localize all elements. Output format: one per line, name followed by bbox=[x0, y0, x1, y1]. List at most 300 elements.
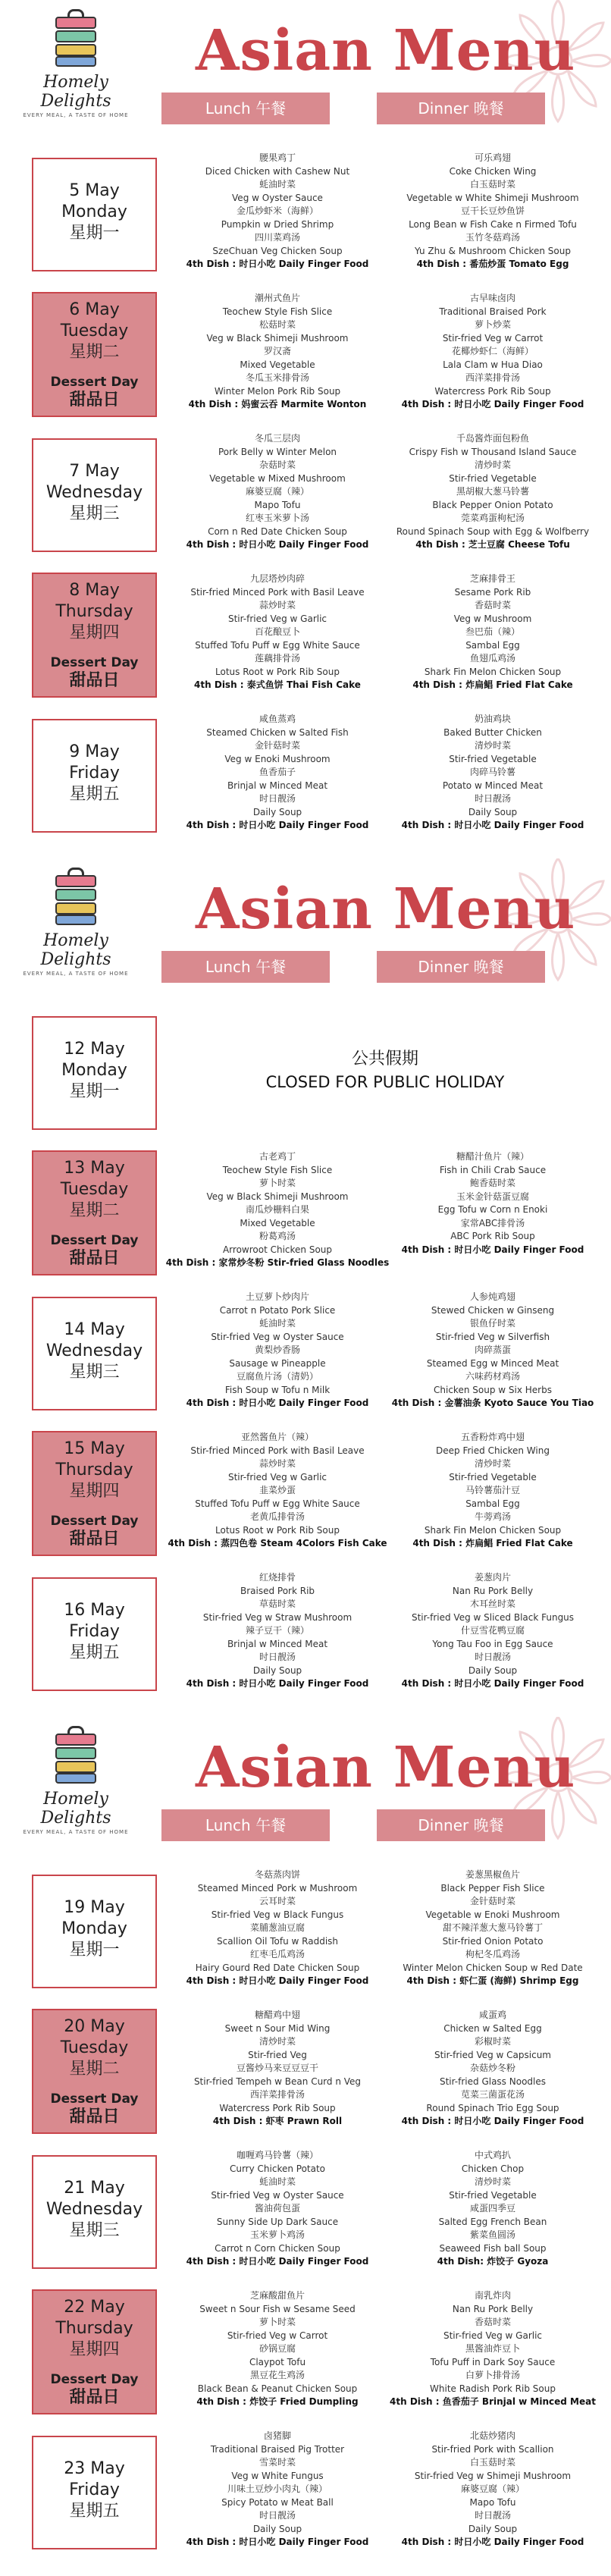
dinner-dish-line: Sambal Egg bbox=[465, 1498, 520, 1509]
lunch-menu bbox=[164, 432, 391, 552]
dinner-dish-line: Stir-fried Veg w Shimeji Mushroom bbox=[414, 2470, 572, 2481]
day-weekday-zh: 星期三 bbox=[69, 1363, 120, 1382]
lunch-dish-line: Stir-fried Minced Pork with Basil Leave bbox=[190, 1445, 365, 1456]
dinner-dish-line: 马铃薯茄汁豆 bbox=[465, 1485, 520, 1495]
day-date: 9 May bbox=[69, 742, 120, 761]
dinner-dish-line: 姜葱肉片 bbox=[474, 1572, 511, 1583]
lunch-dish-line: Diced Chicken with Cashew Nut bbox=[205, 165, 350, 177]
dinner-dish-line: Stir-fried Veg w Garlic bbox=[443, 2330, 543, 2341]
dinner-dish-line: Watercress Pork Rib Soup bbox=[434, 385, 551, 397]
dinner-dish-line: 时日靓汤 bbox=[474, 2510, 511, 2521]
dinner-dish-line: 中式鸡扒 bbox=[474, 2150, 511, 2160]
dinner-dish-line: Mapo Tofu bbox=[469, 2496, 516, 2508]
lunch-dish-line: 九层塔炒肉碎 bbox=[249, 573, 305, 584]
dinner-dish-line: Black Pepper Fish Slice bbox=[440, 1882, 545, 1894]
lunch-dish-line: 雪菜时菜 bbox=[258, 2457, 296, 2468]
dinner-dish-line: 金针菇时菜 bbox=[469, 1896, 515, 1906]
day-row bbox=[0, 1431, 611, 1571]
dinner-fourth-dish: 4th Dish : 虾仁蛋 (海鲜) Shrimp Egg bbox=[406, 1975, 579, 1986]
lunch-dish-line: Mixed Vegetable bbox=[240, 1217, 315, 1228]
lunch-dish-line: 韭菜炒蛋 bbox=[258, 1485, 296, 1495]
lunch-dish-line: Watercress Pork Rib Soup bbox=[219, 2102, 336, 2113]
dinner-dish-line: 西洋菜排骨汤 bbox=[465, 372, 520, 383]
lunch-dish-line: Carrot n Corn Chicken Soup bbox=[215, 2242, 340, 2254]
menu-header bbox=[0, 1717, 611, 1853]
dinner-dish-line: Potato w Minced Meat bbox=[442, 780, 544, 791]
week-section bbox=[0, 858, 611, 1717]
lunch-dish-line: SzeChuan Veg Chicken Soup bbox=[212, 245, 343, 256]
lunch-dish-line: 菜脯葱油豆腐 bbox=[249, 1922, 305, 1933]
lunch-dish-line: 咸鱼蒸鸡 bbox=[258, 714, 296, 724]
lunch-fourth-dish: 4th Dish : 时日小吃 Daily Finger Food bbox=[186, 259, 369, 269]
lunch-header: Lunch 午餐 bbox=[161, 951, 330, 983]
day-box bbox=[32, 1016, 157, 1130]
lunch-dish-line: 萝卜时菜 bbox=[258, 2317, 296, 2327]
dinner-dish-line: 北菇炒猪肉 bbox=[469, 2430, 515, 2441]
day-row bbox=[0, 1868, 611, 1997]
day-row bbox=[0, 2430, 611, 2559]
lunch-dish-line: Stir-fried Veg w Straw Mushroom bbox=[202, 1611, 352, 1623]
dinner-dish-line: 清炒时菜 bbox=[474, 2176, 511, 2187]
dinner-fourth-dish: 4th Dish: 炸饺子 Gyoza bbox=[437, 2256, 549, 2267]
lunch-fourth-dish: 4th Dish : 虾枣 Prawn Roll bbox=[212, 2116, 343, 2126]
day-date: 23 May bbox=[64, 2459, 125, 2478]
tiffin-icon bbox=[52, 868, 99, 927]
dinner-dish-line: 六味药材鸡汤 bbox=[465, 1371, 520, 1382]
lunch-menu bbox=[164, 2289, 391, 2409]
day-weekday-en: Wednesday bbox=[45, 483, 143, 502]
lunch-dish-line: Corn n Red Date Chicken Soup bbox=[208, 526, 347, 537]
day-date: 12 May bbox=[64, 1040, 125, 1059]
lunch-dish-line: Stir-fried Veg w Oyster Sauce bbox=[211, 1331, 344, 1342]
day-row bbox=[0, 713, 611, 842]
lunch-dish-line: 金瓜炒虾米（海鲜） bbox=[236, 206, 318, 216]
day-row bbox=[0, 2009, 611, 2149]
holiday-title-en: CLOSED FOR PUBLIC HOLIDAY bbox=[265, 1073, 505, 1091]
dinner-dish-line: Long Bean w Fish Cake n Firmed Tofu bbox=[409, 218, 577, 230]
day-weekday-en: Monday bbox=[61, 202, 127, 221]
lunch-dish-line: Sweet n Sour Mid Wing bbox=[224, 2022, 331, 2034]
dinner-dish-line: 玉米金针菇蛋豆腐 bbox=[456, 1191, 529, 1202]
dinner-dish-line: Stir-fried Veg w Carrot bbox=[442, 332, 544, 344]
brand-tagline: EVERY MEAL, A TASTE OF HOME bbox=[23, 1829, 129, 1835]
dinner-dish-line: Vegetable w White Shimeji Mushroom bbox=[406, 192, 579, 203]
lunch-dish-line: Black Bean & Peanut Chicken Soup bbox=[197, 2383, 358, 2394]
lunch-dish-line: 咖喱鸡马铃薯（辣） bbox=[236, 2150, 318, 2160]
lunch-fourth-dish: 4th Dish : 蒸四色卷 Steam 4Colors Fish Cake bbox=[168, 1538, 387, 1548]
dinner-dish-line: Stir-fried Glass Noodles bbox=[439, 2076, 546, 2087]
lunch-dish-line: 鱼香茄子 bbox=[258, 767, 296, 777]
lunch-dish-line: 蚝油时菜 bbox=[258, 179, 296, 190]
dessert-label-en: Dessert Day bbox=[50, 2372, 139, 2387]
dinner-menu bbox=[379, 432, 606, 552]
lunch-header: Lunch 午餐 bbox=[161, 1809, 330, 1841]
dessert-label-en: Dessert Day bbox=[50, 1233, 139, 1248]
day-box bbox=[32, 1577, 157, 1691]
day-row bbox=[0, 1291, 611, 1420]
lunch-dish-line: Teochew Style Fish Slice bbox=[222, 1164, 333, 1175]
day-date: 15 May bbox=[64, 1439, 125, 1458]
dessert-label-en: Dessert Day bbox=[50, 2091, 139, 2107]
dinner-dish-line: 香菇时菜 bbox=[474, 2317, 511, 2327]
dinner-dish-line: 白玉菇时菜 bbox=[469, 179, 515, 190]
lunch-fourth-dish: 4th Dish : 时日小吃 Daily Finger Food bbox=[186, 1398, 369, 1408]
dinner-menu bbox=[379, 292, 606, 412]
dinner-dish-line: 姜葱黑椒鱼片 bbox=[465, 1869, 520, 1880]
dinner-dish-line: 古早味卤肉 bbox=[469, 293, 515, 303]
dinner-dish-line: Stir-fried Onion Potato bbox=[442, 1935, 544, 1947]
dinner-dish-line: 银鱼仔时菜 bbox=[469, 1318, 515, 1329]
lunch-dish-line: 黑豆花生鸡汤 bbox=[249, 2370, 305, 2380]
day-date: 20 May bbox=[64, 2017, 125, 2036]
day-box bbox=[32, 2289, 157, 2414]
dinner-header: Dinner 晚餐 bbox=[377, 951, 545, 983]
lunch-dish-line: 蚝油时菜 bbox=[258, 2176, 296, 2187]
lunch-menu bbox=[164, 1431, 391, 1551]
lunch-dish-line: Stuffed Tofu Puff w Egg White Sauce bbox=[195, 639, 360, 651]
lunch-dish-line: Stir-fried Veg w Carrot bbox=[227, 2330, 328, 2341]
holiday-notice bbox=[164, 1048, 606, 1093]
day-date: 22 May bbox=[64, 2298, 125, 2317]
lunch-menu bbox=[164, 292, 391, 412]
dinner-dish-line: Lala Clam w Hua Diao bbox=[443, 359, 543, 370]
dinner-dish-line: 杂菇炒冬粉 bbox=[469, 2063, 515, 2073]
lunch-menu bbox=[164, 2149, 391, 2269]
dinner-dish-line: 清炒时菜 bbox=[474, 460, 511, 470]
dinner-dish-line: 玉竹冬菇鸡汤 bbox=[465, 232, 520, 243]
day-row bbox=[0, 152, 611, 281]
lunch-dish-line: 百花酿豆卜 bbox=[254, 626, 300, 637]
dinner-dish-line: 家常ABC排骨汤 bbox=[460, 1217, 525, 1228]
day-weekday-zh: 星期四 bbox=[69, 623, 120, 642]
lunch-dish-line: Sunny Side Up Dark Sauce bbox=[216, 2216, 339, 2227]
lunch-dish-line: 亚然酱鱼片（辣） bbox=[240, 1432, 314, 1442]
dinner-dish-line: Egg Tofu w Corn n Enoki bbox=[437, 1204, 548, 1215]
lunch-fourth-dish: 4th Dish : 时日小吃 Daily Finger Food bbox=[186, 820, 369, 830]
lunch-header: Lunch 午餐 bbox=[161, 93, 330, 124]
day-weekday-en: Tuesday bbox=[60, 2038, 129, 2057]
dinner-dish-line: Stir-fried Vegetable bbox=[449, 753, 537, 764]
dinner-dish-line: Sesame Pork Rib bbox=[454, 586, 531, 598]
dessert-label-zh: 甜品日 bbox=[69, 2107, 120, 2126]
dinner-dish-line: Chicken Chop bbox=[461, 2163, 525, 2174]
dinner-fourth-dish: 4th Dish : 时日小吃 Daily Finger Food bbox=[401, 820, 584, 830]
dinner-menu bbox=[379, 2149, 606, 2269]
dinner-dish-line: 白萝卜排骨汤 bbox=[465, 2370, 520, 2380]
lunch-dish-line: Mixed Vegetable bbox=[240, 359, 315, 370]
lunch-fourth-dish: 4th Dish : 炸饺子 Fried Dumpling bbox=[196, 2396, 359, 2407]
day-box bbox=[32, 292, 157, 417]
day-weekday-en: Tuesday bbox=[60, 322, 129, 340]
lunch-dish-line: 红枣毛瓜鸡汤 bbox=[249, 1949, 305, 1959]
dinner-dish-line: Daily Soup bbox=[468, 2523, 518, 2534]
lunch-dish-line: 南瓜炒栅料白果 bbox=[245, 1204, 309, 1215]
dinner-dish-line: 咸蛋鸡 bbox=[478, 2010, 506, 2020]
menu-title: Asian Menu bbox=[196, 877, 576, 942]
lunch-dish-line: 古老鸡丁 bbox=[258, 1151, 296, 1162]
dessert-label-zh: 甜品日 bbox=[69, 2388, 120, 2407]
day-weekday-en: Friday bbox=[69, 1622, 120, 1641]
day-row bbox=[0, 432, 611, 561]
day-row bbox=[0, 1150, 611, 1291]
dinner-dish-line: Seaweed Fish ball Soup bbox=[439, 2242, 547, 2254]
lunch-menu bbox=[164, 1868, 391, 1988]
lunch-menu bbox=[164, 1150, 391, 1270]
dinner-fourth-dish: 4th Dish : 时日小吃 Daily Finger Food bbox=[401, 1678, 584, 1689]
brand-name: Homely Delights bbox=[40, 1790, 111, 1828]
day-box bbox=[32, 719, 157, 833]
lunch-dish-line: Carrot n Potato Pork Slice bbox=[219, 1304, 336, 1316]
dinner-dish-line: Round Spinach Trio Egg Soup bbox=[426, 2102, 559, 2113]
lunch-dish-line: 腰果鸡丁 bbox=[258, 152, 296, 163]
lunch-dish-line: Pork Belly w Winter Melon bbox=[218, 446, 337, 457]
lunch-dish-line: 清炒时菜 bbox=[258, 2036, 296, 2047]
dinner-dish-line: Coke Chicken Wing bbox=[449, 165, 537, 177]
lunch-menu bbox=[164, 1571, 391, 1691]
day-weekday-zh: 星期五 bbox=[69, 1643, 120, 1662]
dinner-dish-line: Traditional Braised Pork bbox=[439, 306, 547, 317]
dinner-dish-line: 肉碎蒸蛋 bbox=[474, 1344, 511, 1355]
lunch-menu bbox=[164, 573, 391, 692]
dinner-dish-line: 鲍香菇时菜 bbox=[469, 1178, 515, 1188]
day-weekday-en: Wednesday bbox=[45, 1341, 143, 1360]
dinner-dish-line: Yong Tau Foo in Egg Sauce bbox=[432, 1638, 553, 1649]
tiffin-icon bbox=[52, 1726, 99, 1785]
lunch-dish-line: Sausage w Pineapple bbox=[229, 1357, 326, 1369]
menu-title: Asian Menu bbox=[196, 1735, 576, 1800]
lunch-menu bbox=[164, 152, 391, 271]
dinner-dish-line: 紫菜鱼圆汤 bbox=[469, 2229, 515, 2240]
dinner-dish-line: 咸蛋四季豆 bbox=[469, 2203, 515, 2214]
dinner-header: Dinner 晚餐 bbox=[377, 93, 545, 124]
dessert-label-zh: 甜品日 bbox=[69, 1530, 120, 1548]
lunch-fourth-dish: 4th Dish : 时日小吃 Daily Finger Food bbox=[186, 1678, 369, 1689]
holiday-title-zh: 公共假期 bbox=[351, 1050, 418, 1068]
day-weekday-en: Tuesday bbox=[60, 1180, 129, 1199]
dinner-dish-line: 苋菜三菌蛋花汤 bbox=[460, 2089, 525, 2100]
lunch-dish-line: 黄梨炒香肠 bbox=[254, 1344, 300, 1355]
dinner-menu bbox=[379, 2009, 606, 2129]
day-box bbox=[32, 2436, 157, 2549]
day-weekday-en: Friday bbox=[69, 764, 120, 783]
dinner-dish-line: Round Spinach Soup with Egg & Wolfberry bbox=[396, 526, 590, 537]
lunch-dish-line: 麻婆豆腐（辣） bbox=[245, 486, 309, 497]
lunch-dish-line: Stuffed Tofu Puff w Egg White Sauce bbox=[195, 1498, 360, 1509]
lunch-dish-line: Veg w Oyster Sauce bbox=[232, 192, 323, 203]
dinner-dish-line: Steamed Egg w Minced Meat bbox=[426, 1357, 559, 1369]
dinner-dish-line: Stir-fried Veg w Capsicum bbox=[434, 2049, 551, 2060]
week-section bbox=[0, 1717, 611, 2575]
lunch-dish-line: 蒜炒时菜 bbox=[258, 1458, 296, 1469]
day-row bbox=[0, 573, 611, 713]
brand-name: Homely Delights bbox=[40, 73, 111, 111]
brand-tagline: EVERY MEAL, A TASTE OF HOME bbox=[23, 112, 129, 118]
dinner-dish-line: 黑胡椒大葱马铃薯 bbox=[456, 486, 529, 497]
dinner-menu bbox=[379, 2289, 606, 2409]
lunch-dish-line: Stir-fried Minced Pork with Basil Leave bbox=[190, 586, 365, 598]
day-weekday-en: Wednesday bbox=[45, 2200, 143, 2219]
lunch-dish-line: 辣子豆干（辣） bbox=[245, 1625, 309, 1636]
brand-logo bbox=[8, 868, 144, 977]
brand-logo bbox=[8, 1726, 144, 1835]
lunch-dish-line: Steamed Minced Pork w Mushroom bbox=[197, 1882, 358, 1894]
dessert-label-en: Dessert Day bbox=[50, 655, 139, 670]
dinner-dish-line: Stewed Chicken w Ginseng bbox=[431, 1304, 555, 1316]
dessert-label-zh: 甜品日 bbox=[69, 391, 120, 409]
dinner-dish-line: Daily Soup bbox=[468, 806, 518, 817]
lunch-dish-line: 砂锅豆腐 bbox=[258, 2343, 296, 2354]
lunch-dish-line: Teochew Style Fish Slice bbox=[222, 306, 333, 317]
day-box bbox=[32, 1431, 157, 1556]
dinner-menu bbox=[379, 1291, 606, 1410]
dinner-dish-line: ABC Pork Rib Soup bbox=[450, 1231, 535, 1241]
day-weekday-en: Thursday bbox=[55, 1461, 133, 1479]
dinner-dish-line: 白玉菇时菜 bbox=[469, 2457, 515, 2468]
lunch-dish-line: 四川菜鸡汤 bbox=[254, 232, 300, 243]
lunch-dish-line: Claypot Tofu bbox=[249, 2356, 306, 2367]
dinner-dish-line: Baked Butter Chicken bbox=[443, 726, 542, 738]
dinner-dish-line: 人参炖鸡翅 bbox=[469, 1291, 515, 1302]
lunch-dish-line: Brinjal w Minced Meat bbox=[227, 780, 328, 791]
day-row bbox=[0, 2149, 611, 2278]
lunch-dish-line: Daily Soup bbox=[252, 806, 302, 817]
dinner-dish-line: 糖醋汁鱼片（辣） bbox=[456, 1151, 529, 1162]
lunch-dish-line: 罗汉斋 bbox=[263, 346, 291, 356]
lunch-dish-line: 红枣玉米萝卜汤 bbox=[245, 513, 309, 523]
day-weekday-zh: 星期一 bbox=[69, 1941, 120, 1959]
lunch-dish-line: 豆酱炒马来豆豆豆干 bbox=[236, 2063, 318, 2073]
lunch-dish-line: 草菇时菜 bbox=[258, 1599, 296, 1609]
lunch-dish-line: Traditional Braised Pig Trotter bbox=[210, 2443, 345, 2455]
dinner-dish-line: 奶油鸡块 bbox=[474, 714, 511, 724]
day-box bbox=[32, 1297, 157, 1410]
day-weekday-zh: 星期一 bbox=[69, 1082, 120, 1101]
dinner-menu bbox=[379, 1431, 606, 1551]
dinner-fourth-dish: 4th Dish : 时日小吃 Daily Finger Food bbox=[401, 399, 584, 409]
day-date: 8 May bbox=[69, 581, 120, 600]
day-box bbox=[32, 1875, 157, 1988]
dinner-dish-line: Deep Fried Chicken Wing bbox=[436, 1445, 550, 1456]
lunch-dish-line: 豆腐鱼片汤（清奶） bbox=[236, 1371, 318, 1382]
lunch-dish-line: Stir-fried Veg w Black Fungus bbox=[211, 1909, 344, 1920]
dinner-header: Dinner 晚餐 bbox=[377, 1809, 545, 1841]
dinner-fourth-dish: 4th Dish : 鱼香茄子 Brinjal w Minced Meat bbox=[390, 2396, 596, 2407]
day-date: 19 May bbox=[64, 1898, 125, 1917]
dinner-dish-line: 鱼翅瓜鸡汤 bbox=[469, 653, 515, 664]
lunch-dish-line: Winter Melon Pork Rib Soup bbox=[214, 385, 341, 397]
dinner-dish-line: Stir-fried Veg w Silverfish bbox=[435, 1331, 550, 1342]
day-weekday-zh: 星期五 bbox=[69, 785, 120, 804]
day-date: 21 May bbox=[64, 2179, 125, 2198]
lunch-dish-line: Brinjal w Minced Meat bbox=[227, 1638, 328, 1649]
lunch-dish-line: Pumpkin w Dried Shrimp bbox=[221, 218, 334, 230]
dinner-dish-line: Daily Soup bbox=[468, 1665, 518, 1676]
dinner-dish-line: Chicken w Salted Egg bbox=[443, 2022, 542, 2034]
lunch-dish-line: 川味土豆炒小肉丸（辣） bbox=[227, 2483, 327, 2494]
dinner-dish-line: Yu Zhu & Mushroom Chicken Soup bbox=[415, 245, 571, 256]
lunch-dish-line: 杂菇时菜 bbox=[258, 460, 296, 470]
dessert-label-zh: 甜品日 bbox=[69, 671, 120, 690]
day-weekday-zh: 星期三 bbox=[69, 504, 120, 523]
lunch-dish-line: 西洋菜排骨汤 bbox=[249, 2089, 305, 2100]
dinner-dish-line: 彩椒时菜 bbox=[474, 2036, 511, 2047]
day-weekday-zh: 星期二 bbox=[69, 343, 120, 362]
day-row bbox=[0, 1571, 611, 1700]
lunch-dish-line: Daily Soup bbox=[252, 2523, 302, 2534]
dinner-dish-line: Stir-fried Pork with Scallion bbox=[431, 2443, 554, 2455]
day-date: 6 May bbox=[69, 300, 120, 319]
lunch-dish-line: 时日靓汤 bbox=[258, 2510, 296, 2521]
lunch-fourth-dish: 4th Dish : 家常炒冬粉 Stir-fried Glass Noodles bbox=[165, 1257, 390, 1268]
day-weekday-zh: 星期三 bbox=[69, 2221, 120, 2240]
lunch-dish-line: 蒜炒时菜 bbox=[258, 600, 296, 610]
day-date: 7 May bbox=[69, 462, 120, 481]
lunch-menu bbox=[164, 1291, 391, 1410]
lunch-fourth-dish: 4th Dish : 时日小吃 Daily Finger Food bbox=[186, 2537, 369, 2547]
lunch-menu bbox=[164, 2430, 391, 2549]
lunch-dish-line: Hairy Gourd Red Date Chicken Soup bbox=[195, 1962, 360, 1973]
dinner-dish-line: Chicken Soup w Six Herbs bbox=[434, 1384, 552, 1395]
dinner-dish-line: 时日靓汤 bbox=[474, 793, 511, 804]
dinner-dish-line: Shark Fin Melon Chicken Soup bbox=[424, 1524, 562, 1536]
lunch-dish-line: Lotus Root w Pork Rib Soup bbox=[215, 1524, 340, 1536]
dinner-dish-line: Tofu Puff in Dark Soy Sauce bbox=[430, 2356, 556, 2367]
dinner-dish-line: 麻婆豆腐（辣） bbox=[460, 2483, 525, 2494]
dinner-dish-line: Vegetable w Enoki Mushroom bbox=[425, 1909, 560, 1920]
dinner-dish-line: Shark Fin Melon Chicken Soup bbox=[424, 666, 562, 677]
menu-header bbox=[0, 0, 611, 136]
lunch-dish-line: Stir-fried Tempeh w Bean Curd n Veg bbox=[193, 2076, 362, 2087]
lunch-dish-line: 粉葛鸡汤 bbox=[258, 1231, 296, 1241]
dinner-dish-line: 木耳丝时菜 bbox=[469, 1599, 515, 1609]
dinner-dish-line: Fish in Chili Crab Sauce bbox=[439, 1164, 547, 1175]
dinner-menu bbox=[379, 152, 606, 271]
lunch-dish-line: 金针菇时菜 bbox=[254, 740, 300, 751]
lunch-dish-line: Stir-fried Veg w Oyster Sauce bbox=[211, 2189, 344, 2201]
day-box bbox=[32, 2155, 157, 2269]
lunch-fourth-dish: 4th Dish : 时日小吃 Daily Finger Food bbox=[186, 539, 369, 550]
tiffin-icon bbox=[52, 9, 99, 68]
dinner-fourth-dish: 4th Dish : 金薯油条 Kyoto Sauce You Tiao bbox=[391, 1398, 594, 1408]
dinner-menu bbox=[379, 573, 606, 692]
lunch-dish-line: 土豆萝卜炒肉片 bbox=[245, 1291, 309, 1302]
dinner-dish-line: Black Pepper Onion Potato bbox=[432, 499, 553, 510]
dinner-dish-line: Winter Melon Chicken Soup w Red Date bbox=[403, 1962, 583, 1973]
day-row bbox=[0, 292, 611, 432]
day-date: 16 May bbox=[64, 1601, 125, 1620]
lunch-dish-line: Stir-fried Veg w Garlic bbox=[227, 1471, 327, 1483]
dinner-menu bbox=[379, 2430, 606, 2549]
menu-title: Asian Menu bbox=[196, 18, 576, 83]
dinner-dish-line: Stir-fried Vegetable bbox=[449, 472, 537, 484]
lunch-fourth-dish: 4th Dish : 泰式鱼饼 Thai Fish Cake bbox=[194, 679, 361, 690]
lunch-dish-line: 蚝油时菜 bbox=[258, 1318, 296, 1329]
dinner-menu bbox=[379, 1150, 606, 1257]
lunch-dish-line: Stir-fried Veg bbox=[248, 2049, 307, 2060]
dinner-dish-line: 黑酱油炸豆卜 bbox=[465, 2343, 520, 2354]
lunch-dish-line: 萝卜时菜 bbox=[258, 1178, 296, 1188]
brand-logo bbox=[8, 9, 144, 118]
lunch-dish-line: Fish Soup w Tofu n Milk bbox=[224, 1384, 331, 1395]
lunch-dish-line: 冬瓜玉米排骨汤 bbox=[245, 372, 309, 383]
day-weekday-en: Thursday bbox=[55, 2319, 133, 2338]
dinner-fourth-dish: 4th Dish : 芝士豆腐 Cheese Tofu bbox=[415, 539, 570, 550]
lunch-dish-line: 时日靓汤 bbox=[258, 1652, 296, 1662]
dinner-dish-line: White Radish Pork Rib Soup bbox=[430, 2383, 556, 2394]
day-weekday-en: Friday bbox=[69, 2480, 120, 2499]
day-date: 5 May bbox=[69, 181, 120, 200]
lunch-dish-line: Sweet n Sour Fish w Sesame Seed bbox=[199, 2303, 356, 2314]
